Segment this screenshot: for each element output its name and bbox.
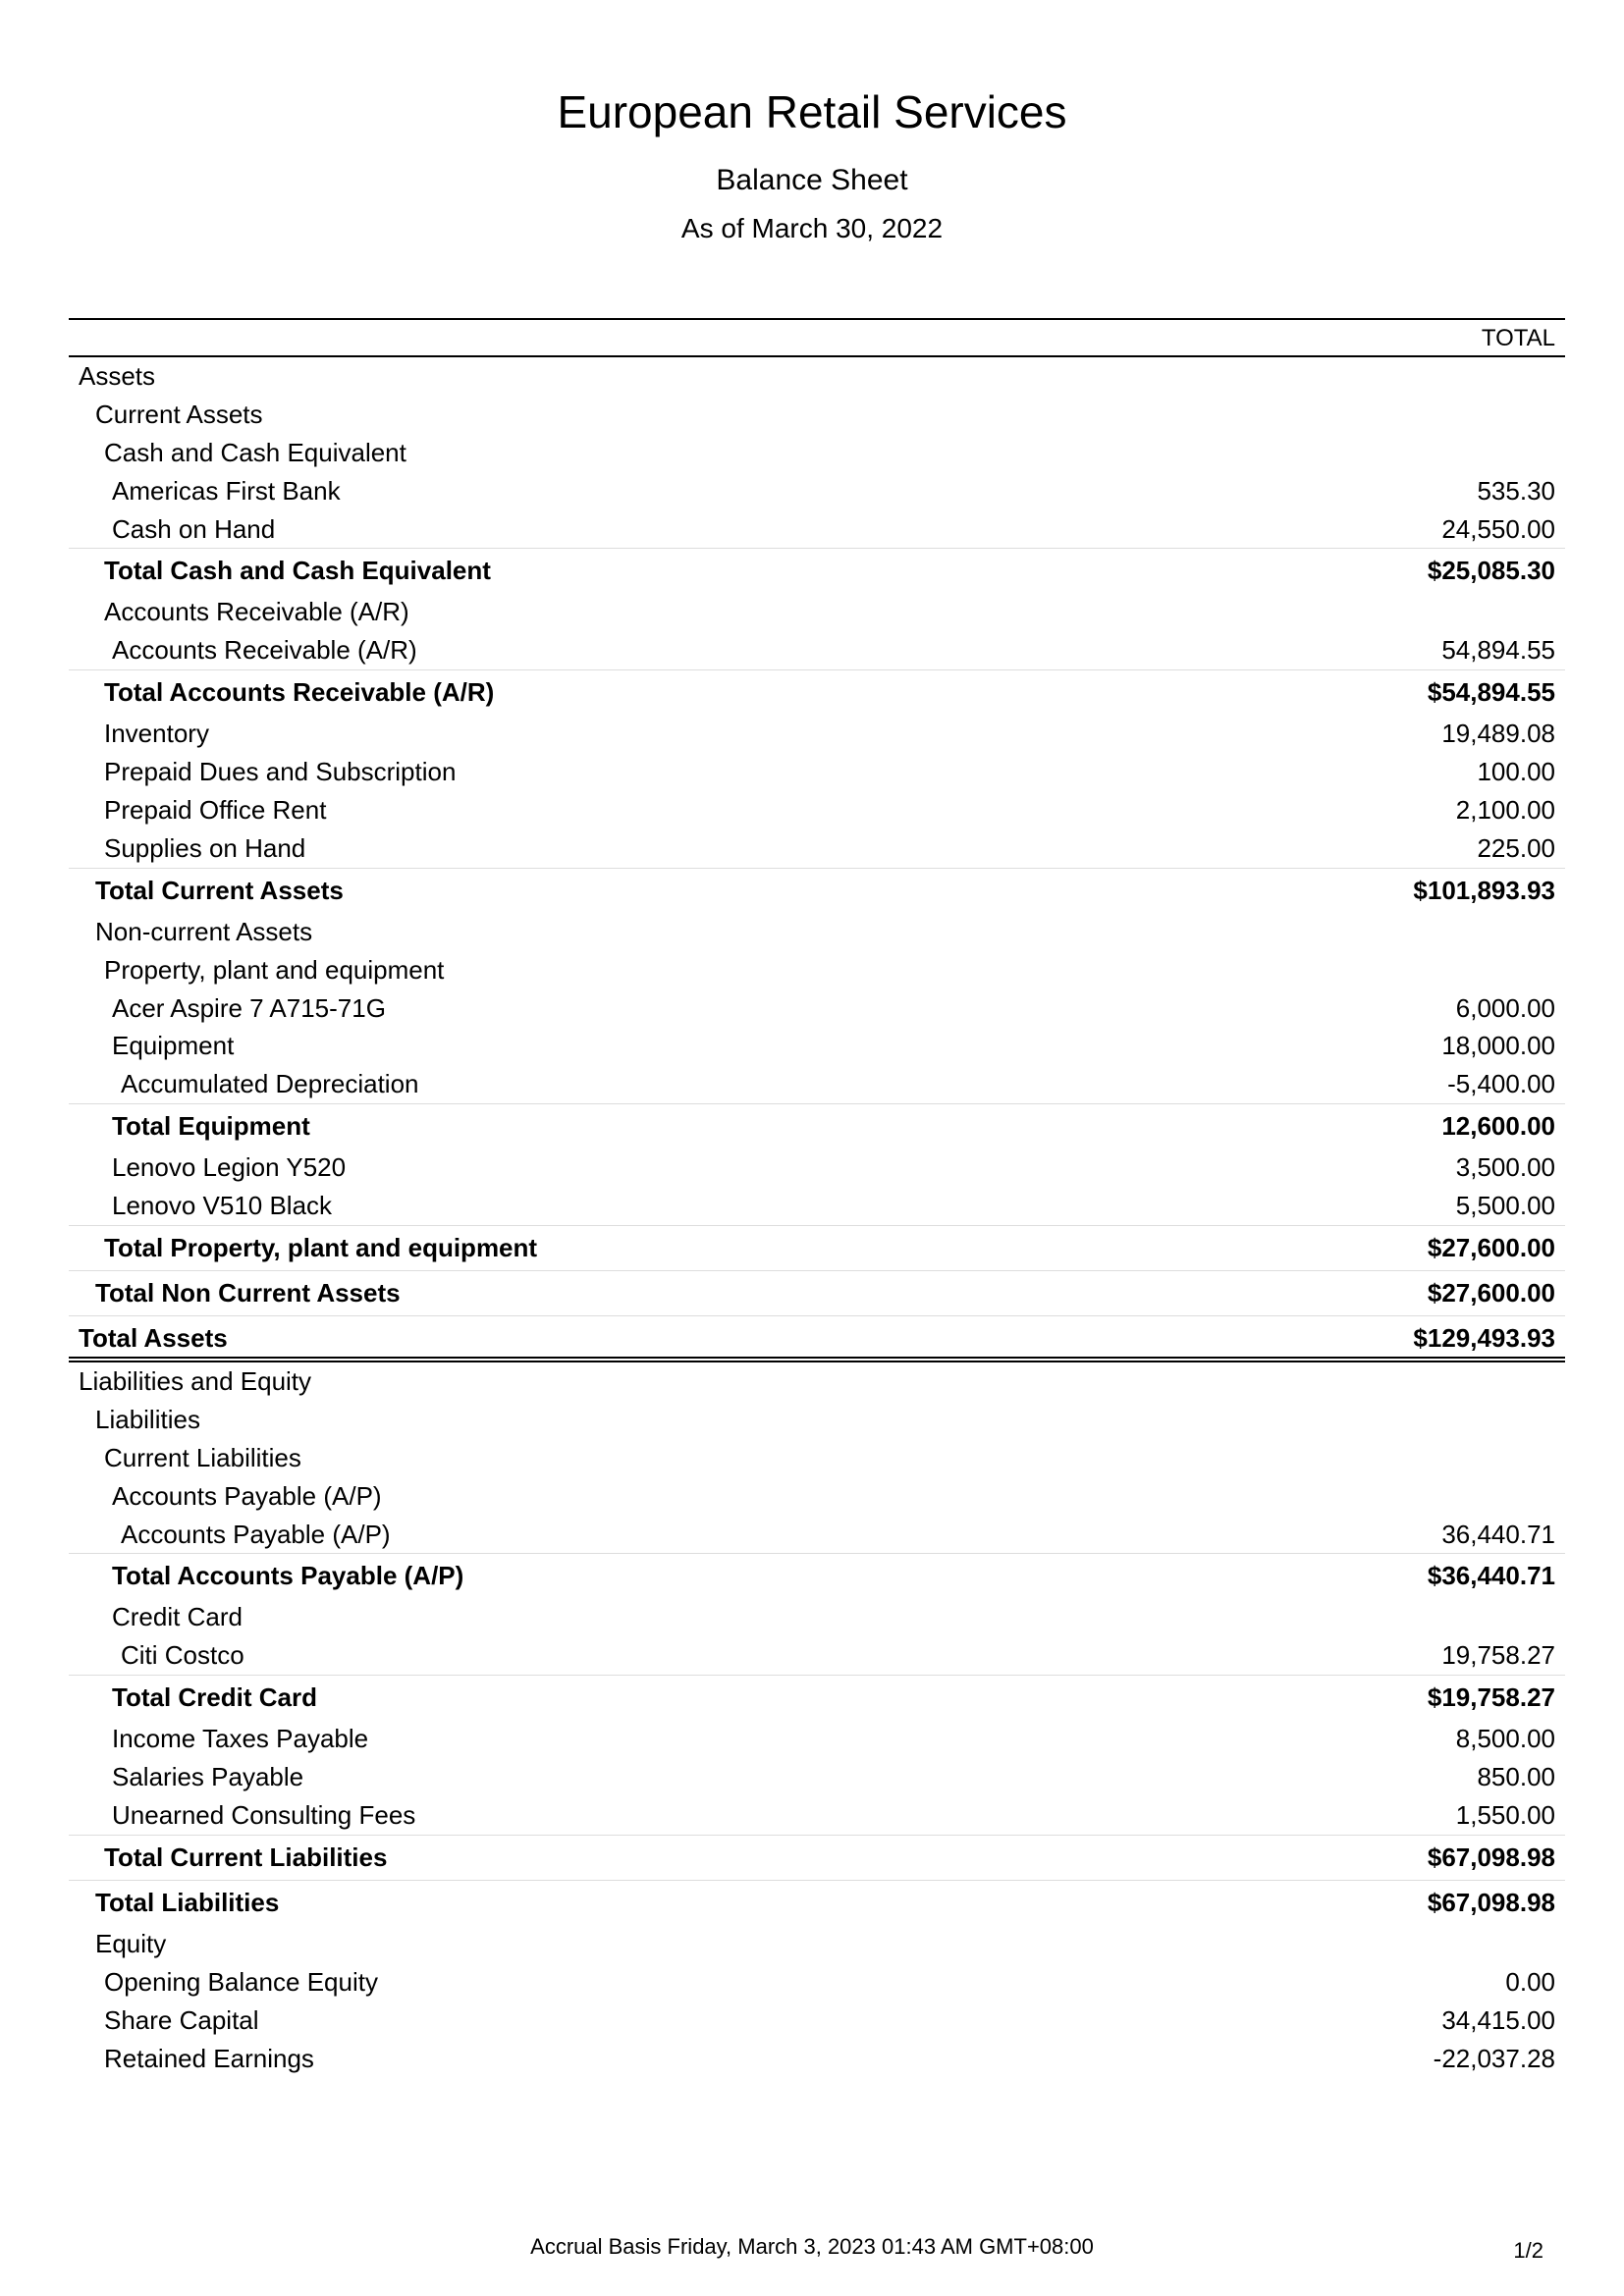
table-header	[69, 318, 1565, 357]
account-row	[69, 2002, 1565, 2040]
row-amount: 8,500.00	[1455, 1724, 1555, 1754]
row-label: Prepaid Dues and Subscription	[104, 757, 457, 787]
total-row	[69, 1103, 1565, 1148]
account-row	[69, 989, 1565, 1028]
row-amount: 225.00	[1477, 832, 1555, 863]
account-row	[69, 715, 1565, 753]
row-label: Accounts Payable (A/P)	[112, 1480, 382, 1511]
account-row	[69, 1636, 1565, 1675]
row-amount: $27,600.00	[1427, 1278, 1555, 1308]
account-row	[69, 2040, 1565, 2078]
row-amount: 535.30	[1477, 475, 1555, 506]
row-label: Citi Costco	[121, 1640, 244, 1671]
total-row	[69, 1225, 1565, 1270]
section-row	[69, 396, 1565, 434]
row-label: Total Current Assets	[95, 875, 344, 905]
page-number: 1/2	[1513, 2238, 1543, 2263]
row-label: Cash on Hand	[112, 513, 276, 544]
row-label: Liabilities	[95, 1404, 200, 1434]
account-row	[69, 753, 1565, 791]
row-label: Lenovo V510 Black	[112, 1191, 333, 1221]
total-row	[69, 1270, 1565, 1315]
row-label: Non-current Assets	[95, 916, 313, 946]
row-label: Current Assets	[95, 399, 263, 429]
balance-sheet-table	[69, 318, 1565, 2078]
report-title: Balance Sheet	[716, 164, 908, 196]
section-row	[69, 1477, 1565, 1516]
account-row	[69, 1796, 1565, 1835]
total-row	[69, 1835, 1565, 1880]
report-footer: Accrual Basis Friday, March 3, 2023 01:43 AM GMT+08:00	[530, 2234, 1094, 2259]
row-amount: 5,500.00	[1455, 1191, 1555, 1221]
row-amount: 0.00	[1505, 1966, 1555, 1997]
row-label: Liabilities and Equity	[79, 1366, 312, 1397]
row-label: Cash and Cash Equivalent	[104, 437, 406, 467]
section-row	[69, 951, 1565, 989]
row-label: Accounts Receivable (A/R)	[112, 635, 417, 666]
row-label: Total Liabilities	[95, 1887, 280, 1917]
row-label: Total Property, plant and equipment	[104, 1233, 538, 1263]
row-label: Retained Earnings	[104, 2043, 314, 2073]
total-row	[69, 1553, 1565, 1598]
row-amount: $129,493.93	[1413, 1323, 1555, 1354]
account-row	[69, 1027, 1565, 1065]
row-amount: 19,489.08	[1441, 719, 1555, 749]
account-row	[69, 1758, 1565, 1796]
row-label: Credit Card	[112, 1602, 243, 1632]
section-row	[69, 1401, 1565, 1439]
account-row	[69, 1148, 1565, 1187]
account-row	[69, 510, 1565, 549]
row-label: Total Accounts Receivable (A/R)	[104, 677, 495, 708]
total-row	[69, 1675, 1565, 1720]
section-row	[69, 593, 1565, 631]
account-row	[69, 1720, 1565, 1758]
total-column-header: TOTAL	[1481, 325, 1555, 351]
row-amount: 54,894.55	[1441, 635, 1555, 666]
account-row	[69, 1963, 1565, 2002]
row-label: Income Taxes Payable	[112, 1724, 369, 1754]
row-amount: 36,440.71	[1441, 1519, 1555, 1549]
row-amount: $36,440.71	[1427, 1561, 1555, 1591]
row-amount: 100.00	[1477, 757, 1555, 787]
row-amount: 18,000.00	[1441, 1031, 1555, 1061]
row-amount: -22,037.28	[1433, 2043, 1555, 2073]
section-row	[69, 1439, 1565, 1477]
row-label: Total Equipment	[112, 1111, 310, 1142]
row-amount: 19,758.27	[1441, 1640, 1555, 1671]
row-label: Equipment	[112, 1031, 235, 1061]
section-row	[69, 1598, 1565, 1636]
account-row	[69, 829, 1565, 868]
account-row	[69, 631, 1565, 669]
row-amount: $101,893.93	[1413, 875, 1555, 905]
row-label: Americas First Bank	[112, 475, 341, 506]
row-label: Inventory	[104, 719, 209, 749]
row-label: Salaries Payable	[112, 1762, 304, 1792]
row-amount: $54,894.55	[1427, 677, 1555, 708]
row-amount: 1,550.00	[1455, 1800, 1555, 1831]
section-row	[69, 1925, 1565, 1963]
total-row	[69, 548, 1565, 593]
total-row	[69, 1315, 1565, 1362]
row-label: Total Credit Card	[112, 1682, 317, 1713]
account-row	[69, 1065, 1565, 1103]
row-label: Property, plant and equipment	[104, 954, 445, 985]
row-label: Supplies on Hand	[104, 832, 306, 863]
row-amount: 34,415.00	[1441, 2004, 1555, 2035]
total-row	[69, 669, 1565, 715]
account-row	[69, 791, 1565, 829]
row-amount: 850.00	[1477, 1762, 1555, 1792]
row-amount: $67,098.98	[1427, 1887, 1555, 1917]
row-label: Lenovo Legion Y520	[112, 1152, 347, 1183]
account-row	[69, 1516, 1565, 1554]
table-rows	[69, 357, 1565, 2078]
row-label: Acer Aspire 7 A715-71G	[112, 992, 386, 1023]
row-label: Total Assets	[79, 1323, 228, 1354]
row-label: Unearned Consulting Fees	[112, 1800, 416, 1831]
row-amount: 12,600.00	[1441, 1111, 1555, 1142]
row-amount: 2,100.00	[1455, 795, 1555, 826]
row-label: Accumulated Depreciation	[121, 1069, 419, 1099]
row-label: Prepaid Office Rent	[104, 795, 327, 826]
account-row	[69, 472, 1565, 510]
row-amount: $27,600.00	[1427, 1233, 1555, 1263]
row-amount: 24,550.00	[1441, 513, 1555, 544]
row-label: Current Liabilities	[104, 1442, 301, 1472]
row-label: Accounts Receivable (A/R)	[104, 597, 409, 627]
total-row	[69, 1880, 1565, 1925]
company-name: European Retail Services	[557, 86, 1067, 137]
row-label: Assets	[79, 361, 156, 391]
row-label: Equity	[95, 1928, 167, 1958]
section-row	[69, 357, 1565, 396]
row-label: Accounts Payable (A/P)	[121, 1519, 391, 1549]
row-amount: $25,085.30	[1427, 556, 1555, 586]
row-label: Opening Balance Equity	[104, 1966, 378, 1997]
section-row	[69, 1362, 1565, 1401]
row-label: Total Cash and Cash Equivalent	[104, 556, 491, 586]
row-amount: 6,000.00	[1455, 992, 1555, 1023]
row-amount: $67,098.98	[1427, 1842, 1555, 1872]
row-label: Total Non Current Assets	[95, 1278, 401, 1308]
total-row	[69, 868, 1565, 913]
account-row	[69, 1187, 1565, 1225]
report-date: As of March 30, 2022	[680, 213, 944, 243]
section-row	[69, 434, 1565, 472]
row-label: Share Capital	[104, 2004, 259, 2035]
row-amount: -5,400.00	[1447, 1069, 1555, 1099]
row-label: Total Accounts Payable (A/P)	[112, 1561, 464, 1591]
section-row	[69, 913, 1565, 951]
row-amount: 3,500.00	[1455, 1152, 1555, 1183]
row-amount: $19,758.27	[1427, 1682, 1555, 1713]
row-label: Total Current Liabilities	[104, 1842, 388, 1872]
